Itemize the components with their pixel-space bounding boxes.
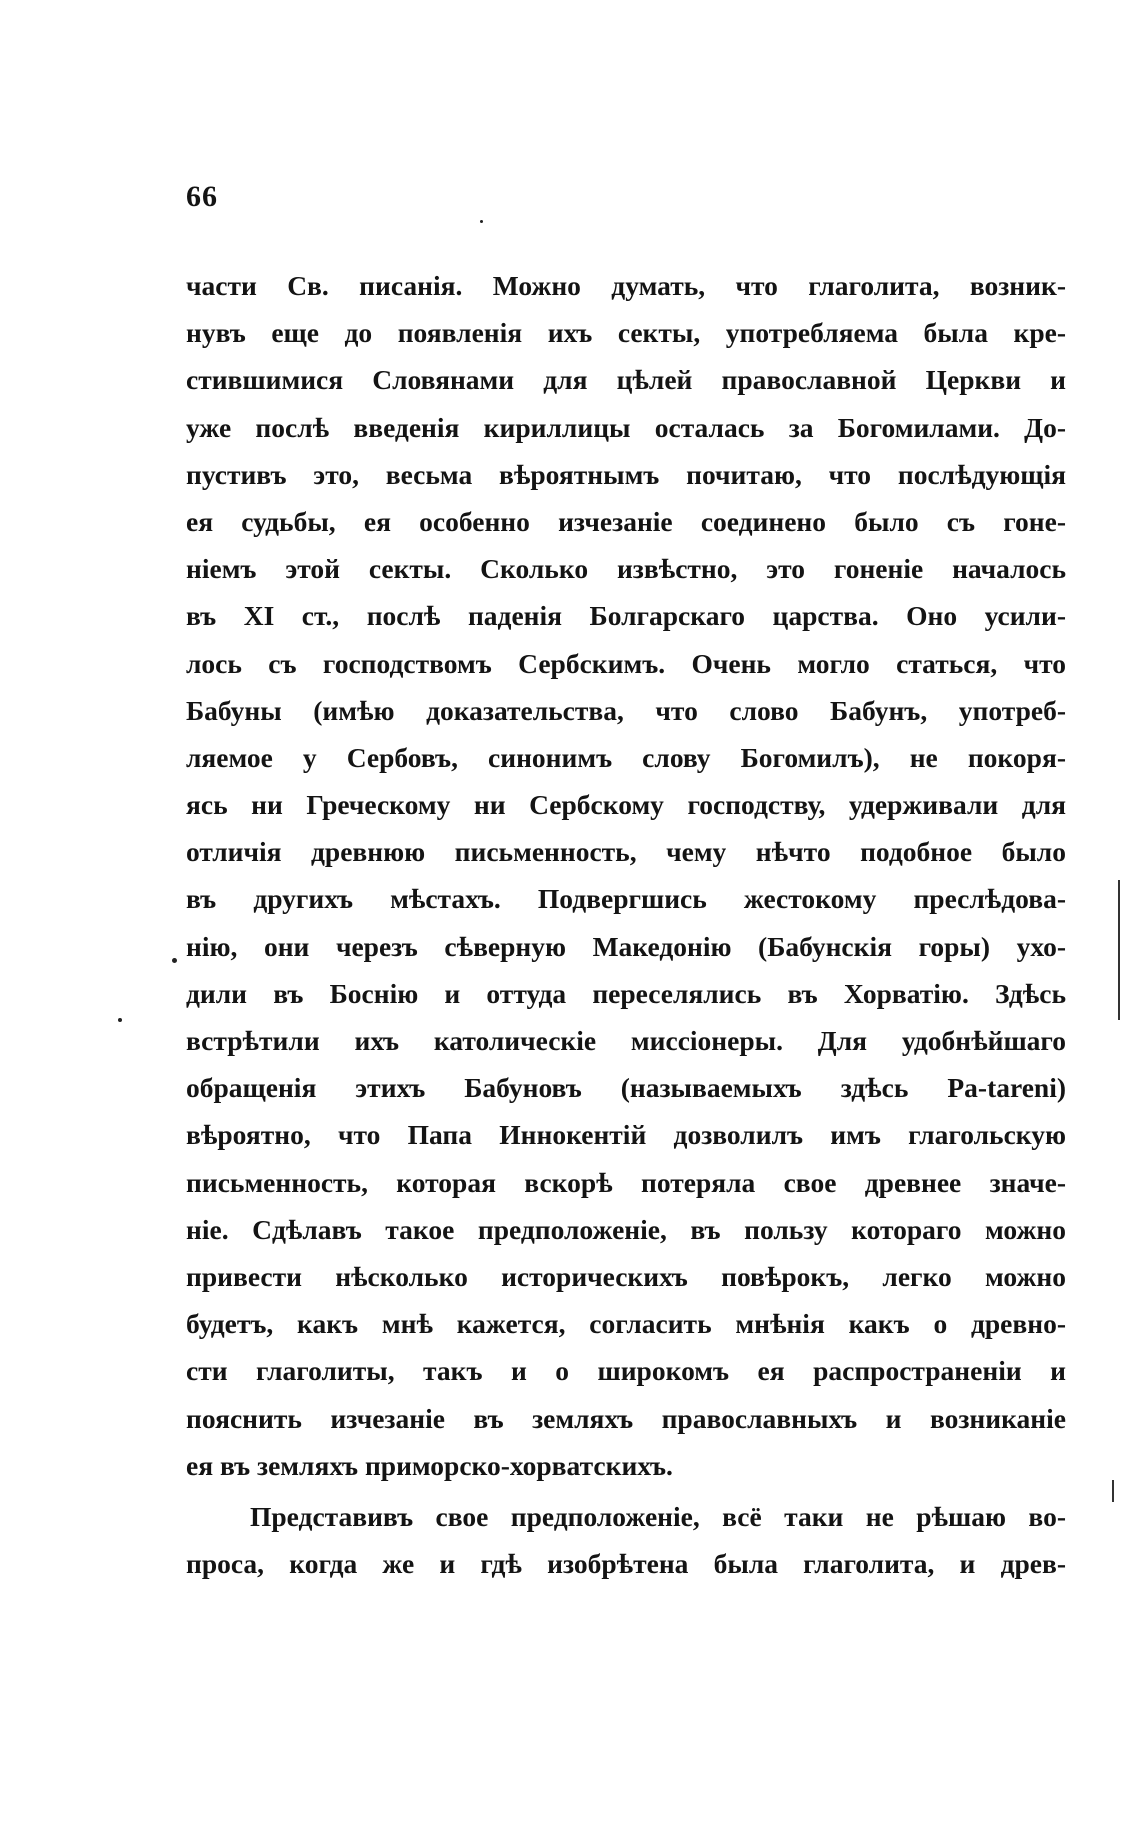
text-line: въ другихъ мѣстахъ. Подвергшись жестокому преслѣдова- — [186, 883, 1066, 915]
scan-speck — [172, 958, 177, 963]
paragraph-1 — [186, 262, 1066, 1489]
text-line: части Св. писанія. Можно думать, что глаголита, возник- — [186, 270, 1066, 301]
scan-speck — [118, 1018, 122, 1022]
text-line: въ XI ст., послѣ паденія Болгарскаго царства. Оно усили- — [186, 600, 1066, 632]
text-line: привести нѣсколько историческихъ повѣрокъ, легко можно — [186, 1260, 1066, 1292]
text-line: стившимися Словянами для цѣлей православной Церкви и — [186, 364, 1066, 396]
text-line: дили въ Боснію и оттуда переселялись въ Хорватію. Здѣсь — [186, 977, 1066, 1009]
text-line: ніе. Сдѣлавъ такое предположеніе, въ пользу котораго можно — [186, 1213, 1066, 1245]
text-line: нію, они черезъ сѣверную Македонію (Бабунскія горы) ухо- — [186, 930, 1066, 962]
text-line: пояснить изчезаніе въ земляхъ православныхъ и возниканіе — [186, 1402, 1066, 1434]
text-line: отличія древнюю письменность, чему нѣчто подобное было — [186, 836, 1066, 868]
text-line: проса, когда же и гдѣ изобрѣтена была глаголита, и древ- — [186, 1548, 1066, 1580]
text-line: ея судьбы, ея особенно изчезаніе соединено было съ гоне- — [186, 505, 1066, 537]
scan-edge-mark — [1118, 880, 1120, 1020]
body-text — [186, 262, 1066, 1587]
scan-edge-mark — [1112, 1480, 1114, 1502]
text-line: пустивъ это, весьма вѣроятнымъ почитаю, что послѣдующія — [186, 458, 1066, 490]
text-line: уже послѣ введенія кириллицы осталась за Богомилами. До- — [186, 411, 1066, 443]
text-line: Представивъ свое предположеніе, всё таки не рѣшаю во- — [250, 1500, 1066, 1532]
text-line: будетъ, какъ мнѣ кажется, согласить мнѣнія какъ о древно- — [186, 1308, 1066, 1340]
text-line: встрѣтили ихъ католическіе миссіонеры. Для удобнѣйшаго — [186, 1025, 1066, 1056]
page-number: 66 — [186, 180, 218, 213]
text-line: ясь ни Греческому ни Сербскому господству, удерживали для — [186, 789, 1066, 821]
text-line: Бабуны (имѣю доказательства, что слово Бабунъ, употреб- — [186, 694, 1066, 726]
text-line: сти глаголиты, такъ и о широкомъ ея распространеніи и — [186, 1355, 1066, 1387]
text-line: ея въ земляхъ приморско-хорватскихъ. — [186, 1449, 673, 1481]
text-line: ляемое у Сербовъ, синонимъ слову Богомилъ), не покоря- — [186, 741, 1066, 773]
scan-speck — [480, 220, 483, 223]
text-line: вѣроятно, что Папа Иннокентій дозволилъ имъ глагольскую — [186, 1119, 1066, 1151]
text-line: ніемъ этой секты. Сколько извѣстно, это гоненіе началось — [186, 553, 1066, 585]
paragraph-2 — [186, 1493, 1066, 1587]
text-line: нувъ еще до появленія ихъ секты, употребляема была кре- — [186, 317, 1066, 349]
text-line: лось съ господствомъ Сербскимъ. Очень могло статься, что — [186, 647, 1066, 679]
text-line: письменность, которая вскорѣ потеряла свое древнее значе- — [186, 1166, 1066, 1198]
text-line: обращенія этихъ Бабуновъ (называемыхъ здѣсь Pa-tareni) — [186, 1072, 1066, 1104]
